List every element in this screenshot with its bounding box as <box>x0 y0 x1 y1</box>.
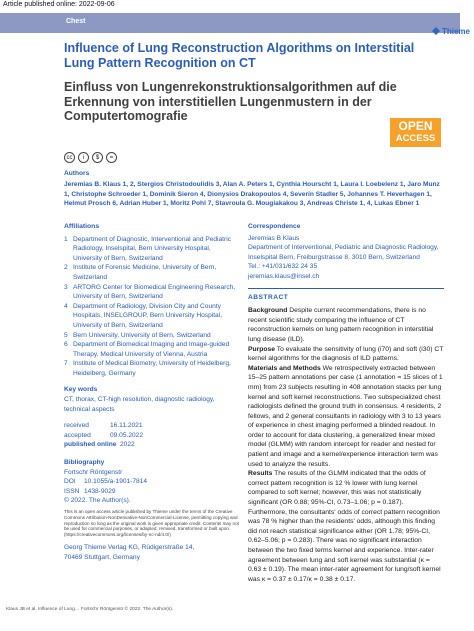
license-text: This is an open access article published by Thieme under the terms of the Creative Commons Attribution-NonDerivative-NonCommercial-License, permitting copying and reproduction so long as the original work is given appropriate credit. Contents may not be used for commercial purposes, or adapted, remixed, transformed or built upon. (https://creativecommons.org/licenses/by-nc-nd/4.0/) <box>64 509 239 538</box>
doi-row <box>64 477 239 487</box>
article-dates <box>64 421 239 450</box>
affiliation-item <box>64 283 239 302</box>
issn-row <box>64 487 239 497</box>
affiliation-text: Department of Biomedical Imaging and Image-guided Therapy, Medical University of Vienna, Austria <box>73 341 230 358</box>
affiliation-list <box>64 235 239 379</box>
affiliation-number: 2 <box>64 264 68 272</box>
affiliation-text: Bern University, University of Bern, Switzerland <box>73 331 211 339</box>
abstract-label: Background <box>248 307 288 315</box>
keywords-heading: Key words <box>64 385 98 393</box>
affiliation-item <box>64 331 239 341</box>
publisher-address <box>64 543 239 562</box>
noncommercial-icon: $ <box>92 152 103 163</box>
abstract-paragraph <box>248 345 444 364</box>
abstract-paragraph <box>248 306 444 344</box>
correspondent-address: Department of Interventional, Pediatric and Diagnostic Radiology, Inselspital Bern, Freiburgstrasse 8, 3010 Bern, Switzerland <box>248 244 439 261</box>
open-access-line2: ACCESS <box>395 133 436 144</box>
affiliation-number: 1 <box>64 235 68 243</box>
date-value: 16.11.2021 <box>110 422 143 430</box>
date-label: published online <box>64 441 117 449</box>
affiliation-item <box>64 359 239 378</box>
affiliations-heading: Affiliations <box>64 223 100 230</box>
abstract-paragraph <box>248 364 444 470</box>
copyright: © 2022. The Author(s). <box>64 497 131 505</box>
authors-heading: Authors <box>64 170 90 177</box>
affiliation-number: 6 <box>64 341 68 349</box>
journal-header <box>0 13 474 35</box>
article-title-german: Einfluss von Lungenrekonstruktionsalgorithmen auf die Erkennung von interstitiellen Lungenmustern in der Computertomografie <box>64 80 397 123</box>
date-label: accepted <box>64 431 91 439</box>
correspondent-name: Jeremias B Klaus <box>248 234 300 242</box>
abstract-label: Materials and Methods <box>248 364 321 372</box>
keywords: CT, thorax, CT-high resolution, diagnostic radiology, technical aspects <box>64 396 215 413</box>
affiliation-number: 5 <box>64 331 68 339</box>
affiliation-item <box>64 340 239 359</box>
author-list: Jeremias B. Klaus 1, 2, Stergios Christodoulidis 3, Alan A. Peters 1, Cynthia Hourscht 1, Laura I. Loebelenz 1, Jaro Munz 1, Christophe Schroeder 1, Dominik Sieron 4, Dionysios Drakopoulos 4, Severin Stadler 5, Johannes T. Heverhagen 1, Helmut Prosch 6, Adrian Huber 1, Moritz Pohl 7, Stavroula G. Mougiakakou 3, Andreas Christe 1, 4, Lukas Ebner 1 <box>64 181 440 208</box>
affiliation-text: ARTORG Center for Biomedical Engineering Research, University of Bern, Switzerland <box>73 283 236 301</box>
issn-value: 1438-9029 <box>84 487 116 495</box>
thieme-logo-icon <box>432 27 440 35</box>
abstract-text: Despite current recommendations, there is no recent scientific study comparing the influence of CT reconstruction kernels on lung pattern recognition in interstitial lung disease (ILD). <box>248 307 434 343</box>
affiliation-number: 3 <box>64 283 68 291</box>
article-title-english: Influence of Lung Reconstruction Algorithms on Interstitial Lung Pattern Recognition on CT <box>64 41 415 70</box>
page-footer: Klaus JB et al. Influence of Lung… Fortschr Röntgenstr © 2022. The Author(s). <box>6 607 174 612</box>
license-icons <box>64 152 117 163</box>
date-row <box>64 431 239 441</box>
cc-icon: cc <box>64 152 75 163</box>
abstract-text: We retrospectively extracted between 15–25 pattern annotations per case (1 annotation = 15 slices of 1 mm) from 23 subjects resulting in 408 annotation stacks per lung kernel and soft kernel reconstructions. Two subspecialized chest radiologists defined the ground truth in consensus. 4 residents, 2 fellows, and 2 general consultants in radiology with 3 to 13 years of experience in chest imaging performed a blinded readout. In order to account for data clustering, a generalized linear mixed model (GLMM) with random intercept for reader and nested for patient and image and a kernel/experience interaction term was used to analyze the results. <box>248 364 443 468</box>
open-access-line1: OPEN <box>398 119 433 133</box>
abstract <box>248 306 444 584</box>
header-bar <box>0 13 460 33</box>
publisher-line: Georg Thieme Verlag KG, Rüdigerstraße 14, <box>64 544 195 552</box>
attribution-icon: i <box>78 152 89 163</box>
correspondent-phone: Tel.: +41/031/632 24 35 <box>248 263 318 271</box>
affiliation-number: 7 <box>64 360 68 368</box>
correspondence-heading: Correspondence <box>248 223 301 230</box>
affiliation-text: Department of Radiology, Division City and County Hospitals, INSELGROUP, Bern University Hospital, University of Bern, Switzerland <box>73 302 223 329</box>
publication-date-line: Article published online: 2022-09-06 <box>3 1 115 8</box>
open-access-badge <box>390 118 441 147</box>
affiliation-item <box>64 263 239 282</box>
brand-name: Thieme <box>441 27 470 36</box>
date-value: 2022 <box>120 441 135 449</box>
doi-label: DOI <box>64 478 76 486</box>
publisher-brand <box>432 27 470 36</box>
date-value: 09.05.2022 <box>110 431 144 439</box>
correspondence <box>248 234 444 282</box>
affiliation-text: Institute of Medical Biometry, University of Heidelberg, Heidelberg, Germany <box>73 360 231 377</box>
right-column <box>248 222 444 584</box>
publisher-line: 70469 Stuttgart, Germany <box>64 553 140 561</box>
correspondent-email[interactable]: jeremias.klaus@insel.ch <box>248 272 320 280</box>
abstract-text: The results of the GLMM indicated that the odds of correct pattern recognition is 12 % lower with lung kernel compared to soft kernel; however, this was not statistically significant (OR 0.88; 95%-CI, 0.73–1.06; p = 0.187). Furthermore, the consultants' odds of correct pattern recognition was 78 % higher than the residents' odds, although this finding did not reach statistical significance either (OR 1.78; 95%-CI, 0.62–5.06; p = 0.283). There was no significant interaction between the two fixed terms kernel and experience. Inter-rater agreement between lung and soft kernel was substantial (κ = 0.63 ± 0.19). The mean inter-rater agreement for lung/soft kernel was κ = 0.37 ± 0.17/κ = 0.38 ± 0.17. <box>248 470 441 583</box>
affiliation-text: Department of Diagnostic, Interventional and Pediatric Radiology, Inselspital, Bern University Hospital, University of Bern, Switzerland <box>73 235 231 262</box>
affiliation-text: Institute of Forensic Medicine, University of Bern, Switzerland <box>73 264 217 281</box>
affiliation-item <box>64 302 239 331</box>
date-label: received <box>64 422 89 430</box>
left-column <box>64 222 239 562</box>
issn-label: ISSN <box>64 487 80 495</box>
section-label: Chest <box>66 18 86 25</box>
date-row <box>64 421 239 431</box>
abstract-paragraph <box>248 469 444 584</box>
bibliography-heading: Bibliography <box>64 459 105 467</box>
affiliation-number: 4 <box>64 302 68 310</box>
affiliation-item <box>64 235 239 264</box>
abstract-label: Results <box>248 470 273 478</box>
noderivatives-icon: = <box>106 152 117 163</box>
abstract-text: To evaluate the sensitivity of lung (i70) and soft (i30) CT kernel algorithms for the diagnosis of ILD patterns. <box>248 345 444 363</box>
journal-name: Fortschr Röntgenstr <box>64 468 123 476</box>
abstract-heading: ABSTRACT <box>248 288 444 303</box>
doi-link[interactable]: 10.1055/a-1901-7814 <box>84 478 148 486</box>
date-row <box>64 440 239 450</box>
abstract-label: Purpose <box>248 345 276 353</box>
bibliography <box>64 468 239 563</box>
